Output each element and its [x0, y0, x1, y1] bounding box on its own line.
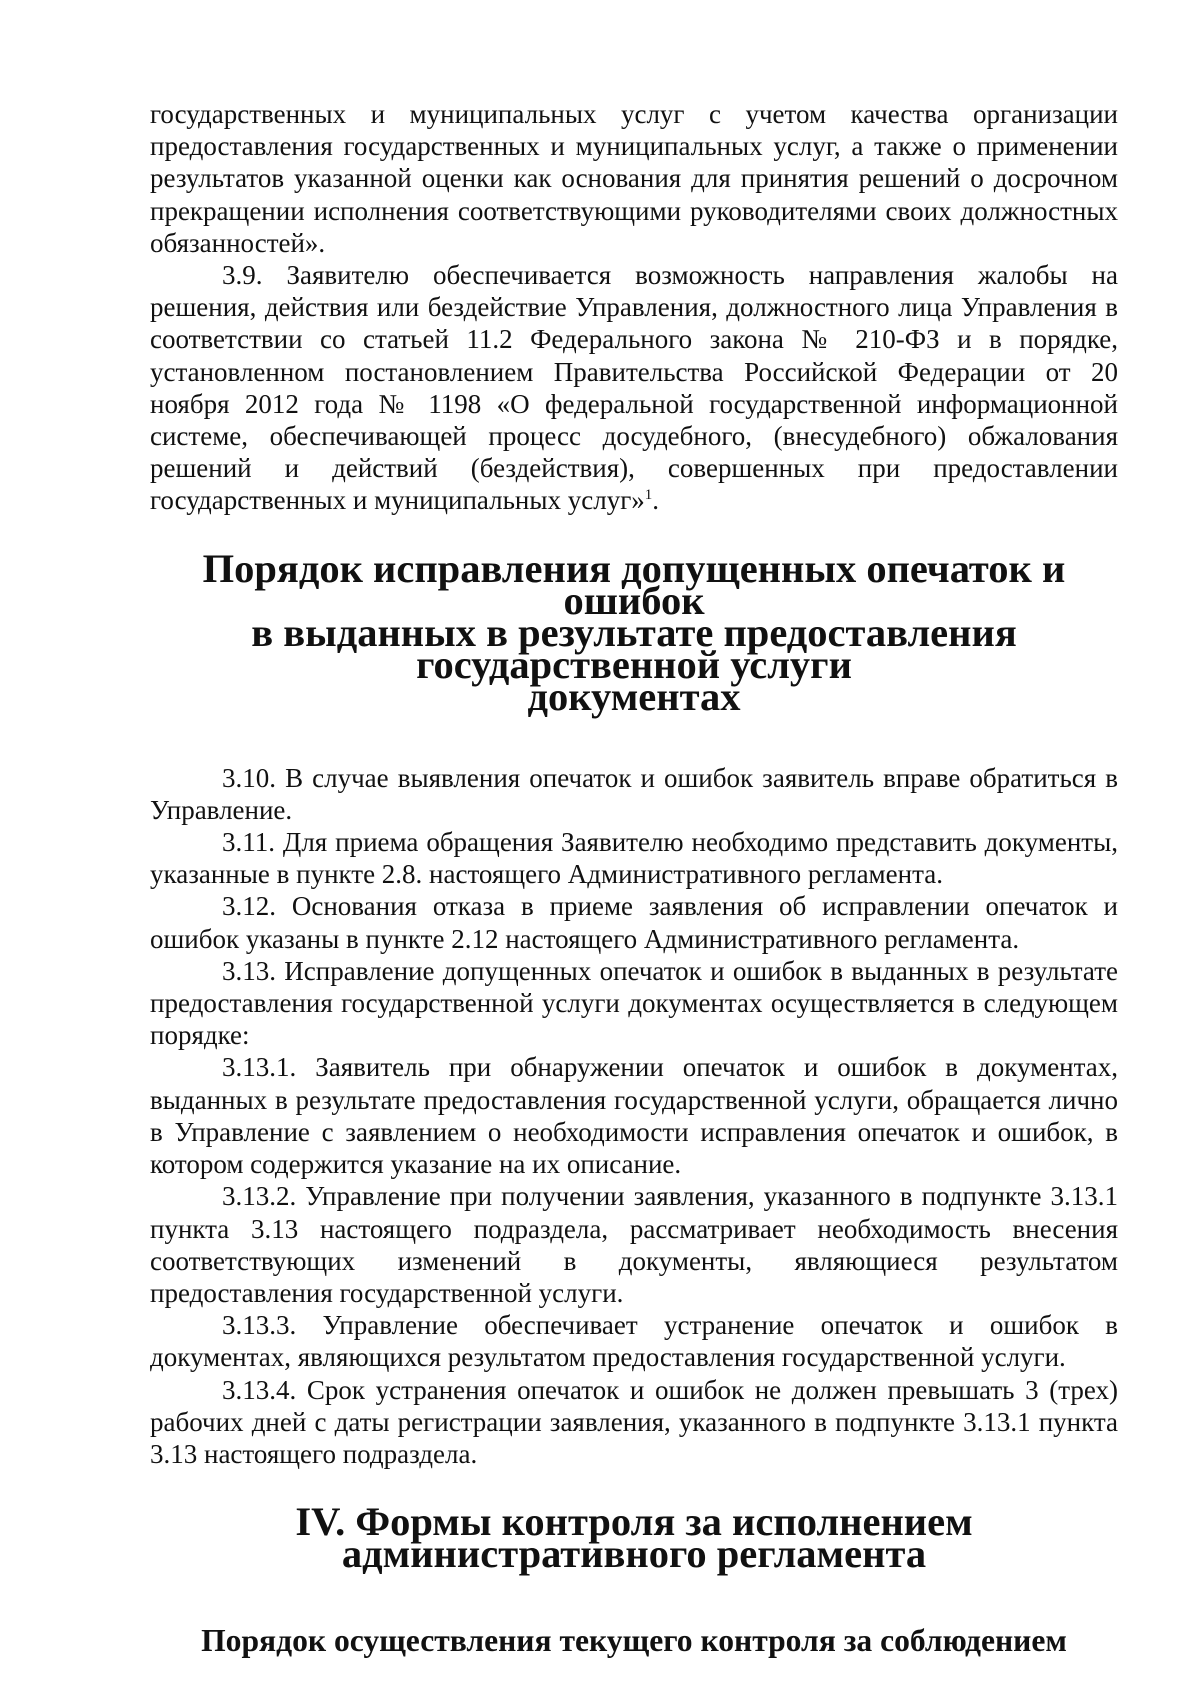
section-iv-title: IV. Формы контроля за исполнением административного регламента [295, 1499, 973, 1577]
paragraph-3-9-text: 3.9. Заявителю обеспечивается возможность направления жалобы на решения, действия или бездействие Управления, должностного лица Управления в соответствии со статьей 11.2 Федерального закона № 210-ФЗ и в порядке, установленном постановлением Правительства Российской Федерации от 20 ноября 2012 года № 1198 «О федеральной государственной информационной системе, обеспечивающей процесс досудебного, (внесудебного) обжалования решений и действий (бездействия), совершенных при предоставлении государственных и муниципальных услуг» [150, 260, 1118, 516]
paragraph-3-9-end: . [652, 485, 660, 516]
footnote-mark: 1 [644, 487, 653, 504]
paragraph-3-11: 3.11. Для приема обращения Заявителю необходимо представить документы, указанные в пункте 2.8. настоящего Административного регламента. [150, 827, 1118, 890]
subheading-current-control: Порядок осуществления текущего контроля за соблюдением [201, 1622, 1067, 1658]
heading-corrections-line-2: в выданных в результате предоставления государственной услуги [251, 610, 1017, 688]
paragraph-3-13-2: 3.13.2. Управление при получении заявления, указанного в подпункте 3.13.1 пункта 3.13 настоящего подраздела, рассматривает необходимость внесения соответствующих изменений в документы, являющиеся результатом предоставления государственной услуги. [150, 1181, 1118, 1308]
heading-corrections [150, 545, 1118, 720]
paragraph-3-12: 3.12. Основания отказа в приеме заявления об исправлении опечаток и ошибок указаны в пункте 2.12 настоящего Административного регламента. [150, 891, 1118, 954]
intro-paragraph: государственных и муниципальных услуг с учетом качества организации предоставления государственных и муниципальных услуг, а также о применении результатов указанной оценки как основания для принятия решений о досрочном прекращении исполнения соответствующими руководителями своих должностных обязанностей». [150, 99, 1118, 258]
heading-corrections-line-1: Порядок исправления допущенных опечаток и ошибок [202, 545, 1066, 623]
heading-corrections-line-3: документах [527, 674, 741, 720]
paragraph-3-10: 3.10. В случае выявления опечаток и ошибок заявитель вправе обратиться в Управление. [150, 762, 1118, 825]
spacer [150, 714, 1118, 762]
paragraph-3-13-4: 3.13.4. Срок устранения опечаток и ошибок не должен превышать 3 (трех) рабочих дней с даты регистрации заявления, указанного в подпункте 3.13.1 пункта 3.13 настоящего подраздела. [150, 1374, 1118, 1469]
spacer [150, 1571, 1118, 1625]
paragraph-3-13: 3.13. Исправление допущенных опечаток и ошибок в выданных в результате предоставления государственной услуги документах осуществляется в следующем порядке: [150, 955, 1118, 1051]
paragraph-3-9 [150, 259, 1118, 517]
document-page [150, 98, 1118, 1657]
paragraph-3-13-3: 3.13.3. Управление обеспечивает устранение опечаток и ошибок в документах, являющихся результатом предоставления государственной услуги. [150, 1310, 1118, 1373]
paragraph-3-13-1: 3.13.1. Заявитель при обнаружении опечаток и ошибок в документах, выданных в результате предоставления государственной услуги, обращается лично в Управление с заявлением о необходимости исправления опечаток и ошибок, в котором содержится указание на их описание. [150, 1052, 1118, 1180]
